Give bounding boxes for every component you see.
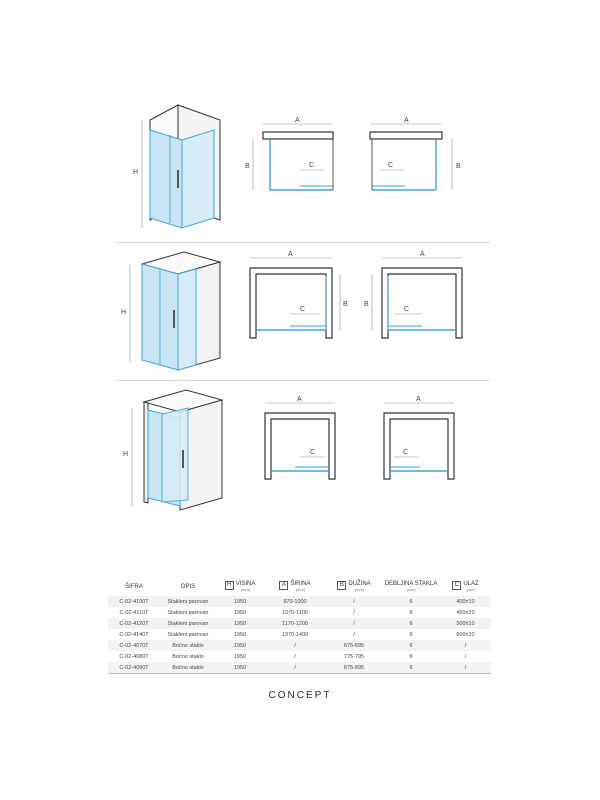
width-label: A xyxy=(297,396,302,403)
cell-glass-thickness: 6 xyxy=(409,631,413,638)
cell-glass-thickness: 6 xyxy=(382,640,440,651)
cell-height: 1950 xyxy=(233,653,247,660)
separator-line xyxy=(115,242,490,243)
cell-entry: / xyxy=(440,640,491,651)
spec-table xyxy=(108,577,491,674)
cell-code: C-02-4110T xyxy=(119,609,149,616)
badge-c: C xyxy=(452,581,461,590)
cell-entry: / xyxy=(440,662,491,674)
cell-height: 1950 xyxy=(233,631,247,638)
column-header: ŠIFRA xyxy=(125,583,143,590)
plan-diagram-1a xyxy=(245,118,345,200)
cell-entry: 450±10 xyxy=(456,609,475,616)
table-row xyxy=(108,629,491,640)
entry-label: C xyxy=(404,306,410,313)
depth-label: B xyxy=(343,301,348,308)
plan-diagram-3a xyxy=(255,395,345,485)
cell-code: C-02-4070T xyxy=(108,640,160,651)
cell-length: / xyxy=(326,596,382,607)
cell-height: 1950 xyxy=(216,662,264,674)
table-row xyxy=(108,640,491,651)
cell-description: Stakleni parovan xyxy=(167,631,209,638)
cell-description: Stakleni parovan xyxy=(167,609,209,616)
shower-3d-corner-diagram-1 xyxy=(130,100,240,235)
badge-h: H xyxy=(225,581,234,590)
cell-glass-thickness: 6 xyxy=(382,662,440,674)
cell-length: 775-795 xyxy=(343,653,365,660)
cell-code: C-02-4100T xyxy=(108,596,160,607)
width-label: A xyxy=(420,251,425,258)
shower-3d-walk-in-diagram-2 xyxy=(118,250,238,370)
cell-code: C-02-4090T xyxy=(108,662,160,674)
width-label: A xyxy=(404,117,409,124)
cell-length: / xyxy=(353,609,355,616)
cell-code: C-02-4120T xyxy=(108,618,160,629)
column-header: A ŠIRINA (mm) xyxy=(264,577,326,596)
height-label: H xyxy=(121,309,127,316)
table-header-row xyxy=(108,577,491,596)
column-header: B DUŽINA (mm) xyxy=(326,577,382,596)
table-row xyxy=(108,651,491,662)
cell-description: Stakleni parovan xyxy=(160,596,216,607)
column-header: OPIS xyxy=(180,583,196,590)
width-label: A xyxy=(288,251,293,258)
entry-label: C xyxy=(388,162,394,169)
cell-width: / xyxy=(294,653,296,660)
plan-diagram-1b xyxy=(360,118,470,200)
depth-label: B xyxy=(364,301,369,308)
cell-width: / xyxy=(264,640,326,651)
plan-diagram-2b xyxy=(362,250,477,345)
cell-length: 875-895 xyxy=(326,662,382,674)
entry-label: C xyxy=(309,162,315,169)
cell-height: 1950 xyxy=(216,618,264,629)
width-label: A xyxy=(416,396,421,403)
cell-length: 675-695 xyxy=(326,640,382,651)
entry-label: C xyxy=(300,306,306,313)
cell-description: Bočno staklo xyxy=(160,640,216,651)
cell-entry: 500±10 xyxy=(440,618,491,629)
cell-width: 1170-1200 xyxy=(264,618,326,629)
cell-width: 970-1000 xyxy=(264,596,326,607)
cell-entry: / xyxy=(464,653,467,660)
column-header: C ULAZ (mm) xyxy=(440,577,491,596)
table-row xyxy=(108,607,491,618)
cell-description: Stakleni parovan xyxy=(160,618,216,629)
column-header: DEBLJINA STAKLA (mm) xyxy=(384,580,438,592)
column-header: H VISINA (mm) xyxy=(216,577,264,596)
entry-label: C xyxy=(403,449,409,456)
cell-glass-thickness: 6 xyxy=(382,618,440,629)
cell-length: / xyxy=(326,618,382,629)
cell-height: 1950 xyxy=(233,609,247,616)
plan-diagram-2a xyxy=(240,250,355,345)
cell-description: Bočno staklo xyxy=(160,662,216,674)
cell-description: Bočno staklo xyxy=(172,653,204,660)
cell-width: 1370-1400 xyxy=(281,631,309,638)
cell-code: C-02-4080T xyxy=(119,653,149,660)
cell-length: / xyxy=(353,631,355,638)
width-label: A xyxy=(295,117,300,124)
cell-code: C-02-4140T xyxy=(119,631,149,638)
depth-label: B xyxy=(456,163,461,170)
table-row xyxy=(108,596,491,607)
table-row xyxy=(108,618,491,629)
plan-diagram-3b xyxy=(370,395,465,485)
cell-height: 1950 xyxy=(216,640,264,651)
cell-entry: 600±10 xyxy=(456,631,475,638)
depth-label: B xyxy=(245,163,250,170)
cell-glass-thickness: 6 xyxy=(382,596,440,607)
badge-a: A xyxy=(279,581,288,590)
shower-3d-niche-diagram-3 xyxy=(118,388,243,513)
badge-b: B xyxy=(337,581,346,590)
brand-logo: CONCEPT xyxy=(268,690,332,701)
cell-glass-thickness: 6 xyxy=(409,653,413,660)
cell-width: / xyxy=(264,662,326,674)
cell-height: 1950 xyxy=(216,596,264,607)
entry-label: C xyxy=(310,449,316,456)
height-label: H xyxy=(123,451,129,458)
separator-line xyxy=(115,380,490,381)
height-label: H xyxy=(133,169,139,176)
cell-glass-thickness: 6 xyxy=(409,609,413,616)
cell-width: 1070-1100 xyxy=(282,609,308,616)
table-row xyxy=(108,662,491,674)
cell-entry: 400±10 xyxy=(440,596,491,607)
